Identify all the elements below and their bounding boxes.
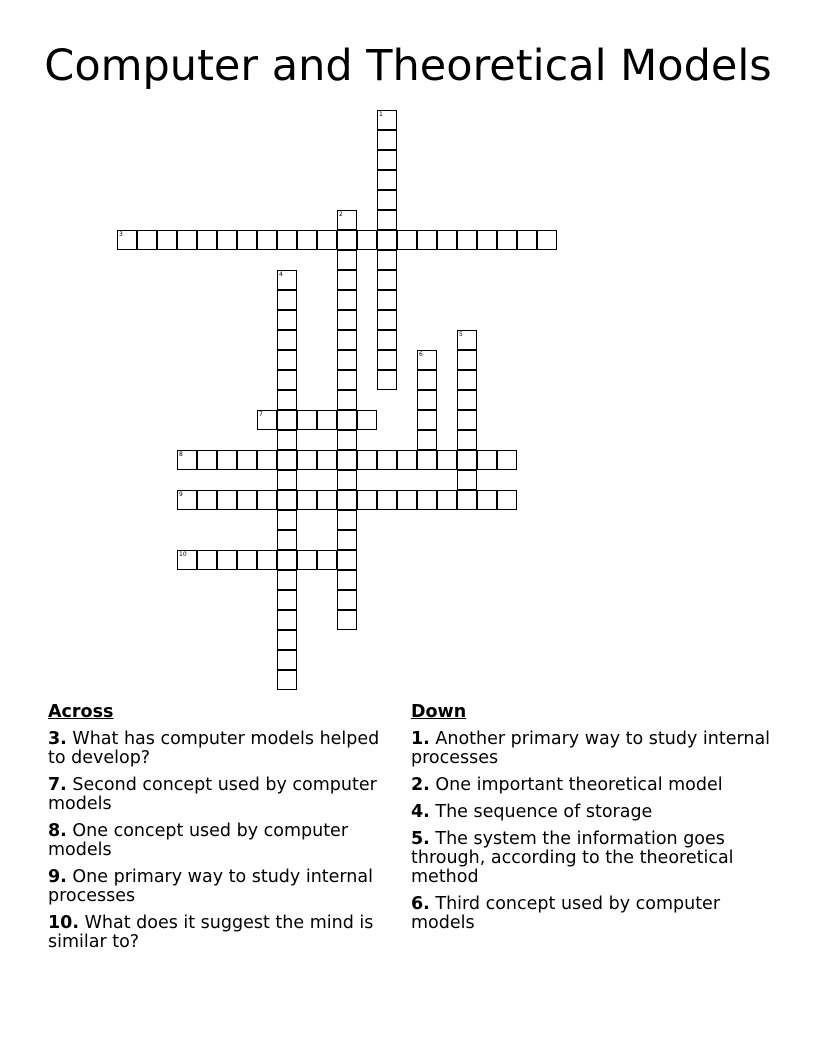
grid-cell[interactable]: [337, 350, 357, 370]
grid-cell[interactable]: [337, 290, 357, 310]
grid-cell[interactable]: [317, 230, 337, 250]
clue-text: Another primary way to study internal processes: [411, 729, 771, 768]
grid-cell[interactable]: [417, 390, 437, 410]
clue-number: 4.: [411, 802, 430, 822]
grid-cell[interactable]: [357, 410, 377, 430]
grid-cell[interactable]: [317, 450, 337, 470]
cell-number: 4: [279, 271, 283, 278]
grid-cell[interactable]: [297, 550, 317, 570]
clue-number: 5.: [411, 829, 430, 849]
grid-cell[interactable]: [197, 490, 217, 510]
clue-number: 7.: [48, 775, 67, 795]
grid-cell[interactable]: [177, 490, 197, 510]
grid-cell[interactable]: [337, 270, 357, 290]
grid-cell[interactable]: [117, 230, 137, 250]
grid-cell[interactable]: [317, 550, 337, 570]
cell-number: 6: [419, 351, 423, 358]
grid-cell[interactable]: [137, 230, 157, 250]
clue-text: Third concept used by computer models: [411, 894, 721, 933]
clue-number: 8.: [48, 821, 67, 841]
grid-cell[interactable]: [257, 450, 277, 470]
grid-cell[interactable]: [337, 470, 357, 490]
across-clues: [48, 703, 400, 960]
grid-cell[interactable]: [457, 230, 477, 250]
grid-cell[interactable]: [337, 370, 357, 390]
grid-cell[interactable]: [277, 270, 297, 290]
grid-cell[interactable]: [277, 550, 297, 570]
grid-cell[interactable]: [277, 430, 297, 450]
grid-cell[interactable]: [417, 450, 437, 470]
grid-cell[interactable]: [357, 490, 377, 510]
grid-cell[interactable]: [237, 490, 257, 510]
grid-cell[interactable]: [497, 230, 517, 250]
clue-text: The system the information goes through, according to the theoretical method: [411, 829, 734, 887]
grid-cell[interactable]: [377, 110, 397, 130]
grid-cell[interactable]: [177, 230, 197, 250]
grid-cell[interactable]: [277, 470, 297, 490]
grid-cell[interactable]: [217, 230, 237, 250]
grid-cell[interactable]: [417, 430, 437, 450]
grid-cell[interactable]: [457, 470, 477, 490]
grid-cell[interactable]: [277, 650, 297, 670]
down-heading: Down: [411, 702, 467, 722]
grid-cell[interactable]: [337, 530, 357, 550]
grid-cell[interactable]: [517, 230, 537, 250]
grid-cell[interactable]: [417, 230, 437, 250]
grid-cell[interactable]: [437, 230, 457, 250]
grid-cell[interactable]: [377, 370, 397, 390]
grid-cell[interactable]: [237, 450, 257, 470]
grid-cell[interactable]: [277, 230, 297, 250]
down-clues: [411, 703, 783, 941]
clue-across-3: [48, 730, 400, 768]
grid-cell[interactable]: [377, 230, 397, 250]
grid-cell[interactable]: [377, 490, 397, 510]
grid-cell[interactable]: [337, 330, 357, 350]
grid-cell[interactable]: [297, 490, 317, 510]
grid-cell[interactable]: [197, 450, 217, 470]
grid-cell[interactable]: [277, 530, 297, 550]
grid-cell[interactable]: [317, 410, 337, 430]
grid-cell[interactable]: [397, 490, 417, 510]
cell-number: 10: [179, 551, 187, 558]
across-heading: Across: [48, 702, 114, 722]
grid-cell[interactable]: [277, 590, 297, 610]
grid-cell[interactable]: [157, 230, 177, 250]
grid-cell[interactable]: [277, 390, 297, 410]
grid-cell[interactable]: [377, 190, 397, 210]
grid-cell[interactable]: [357, 450, 377, 470]
grid-cell[interactable]: [477, 450, 497, 470]
grid-cell[interactable]: [377, 350, 397, 370]
grid-cell[interactable]: [417, 490, 437, 510]
grid-cell[interactable]: [217, 450, 237, 470]
grid-cell[interactable]: [377, 130, 397, 150]
clue-text: Second concept used by computer models: [48, 775, 377, 814]
clue-text: One concept used by computer models: [48, 821, 349, 860]
grid-cell[interactable]: [397, 230, 417, 250]
grid-cell[interactable]: [417, 350, 437, 370]
grid-cell[interactable]: [457, 410, 477, 430]
grid-cell[interactable]: [337, 250, 357, 270]
grid-cell[interactable]: [257, 490, 277, 510]
cell-number: 8: [179, 451, 183, 458]
cell-number: 2: [339, 211, 343, 218]
grid-cell[interactable]: [437, 450, 457, 470]
clue-text: One important theoretical model: [435, 775, 723, 795]
grid-cell[interactable]: [377, 210, 397, 230]
clue-across-8: [48, 822, 400, 860]
grid-cell[interactable]: [277, 410, 297, 430]
grid-cell[interactable]: [197, 230, 217, 250]
grid-cell[interactable]: [377, 170, 397, 190]
grid-cell[interactable]: [397, 450, 417, 470]
grid-cell[interactable]: [337, 570, 357, 590]
clue-down-5: [411, 830, 783, 887]
clue-text: One primary way to study internal processes: [48, 867, 373, 906]
grid-cell[interactable]: [457, 350, 477, 370]
grid-cell[interactable]: [277, 310, 297, 330]
grid-cell[interactable]: [297, 230, 317, 250]
cell-number: 7: [259, 411, 263, 418]
grid-cell[interactable]: [277, 450, 297, 470]
puzzle-title: Computer and Theoretical Models: [44, 41, 772, 91]
grid-cell[interactable]: [337, 390, 357, 410]
grid-cell[interactable]: [337, 310, 357, 330]
grid-cell[interactable]: [377, 450, 397, 470]
cell-number: 3: [119, 231, 123, 238]
grid-cell[interactable]: [337, 410, 357, 430]
grid-cell[interactable]: [197, 550, 217, 570]
cell-number: 9: [179, 491, 183, 498]
grid-cell[interactable]: [497, 450, 517, 470]
grid-cell[interactable]: [217, 550, 237, 570]
grid-cell[interactable]: [477, 490, 497, 510]
clue-across-7: [48, 776, 400, 814]
grid-cell[interactable]: [337, 490, 357, 510]
clue-down-6: [411, 895, 783, 933]
cell-number: 1: [379, 111, 383, 118]
grid-cell[interactable]: [457, 330, 477, 350]
clue-number: 6.: [411, 894, 430, 914]
cell-number: 5: [459, 331, 463, 338]
grid-cell[interactable]: [277, 370, 297, 390]
grid-cell[interactable]: [417, 370, 437, 390]
grid-cell[interactable]: [237, 550, 257, 570]
clue-text: What does it suggest the mind is similar to?: [48, 913, 374, 952]
grid-cell[interactable]: [537, 230, 557, 250]
grid-cell[interactable]: [457, 370, 477, 390]
grid-cell[interactable]: [237, 230, 257, 250]
clue-number: 2.: [411, 775, 430, 795]
grid-cell[interactable]: [277, 490, 297, 510]
grid-cell[interactable]: [377, 270, 397, 290]
grid-cell[interactable]: [177, 450, 197, 470]
clue-text: What has computer models helped to develop?: [48, 729, 380, 768]
clue-number: 3.: [48, 729, 67, 749]
grid-cell[interactable]: [337, 230, 357, 250]
grid-cell[interactable]: [277, 330, 297, 350]
clue-across-10: [48, 914, 400, 952]
grid-cell[interactable]: [377, 290, 397, 310]
grid-cell[interactable]: [337, 450, 357, 470]
grid-cell[interactable]: [257, 410, 277, 430]
grid-cell[interactable]: [377, 250, 397, 270]
grid-cell[interactable]: [377, 310, 397, 330]
grid-cell[interactable]: [377, 330, 397, 350]
grid-cell[interactable]: [457, 390, 477, 410]
clue-down-2: [411, 776, 783, 795]
grid-cell[interactable]: [297, 450, 317, 470]
clue-number: 9.: [48, 867, 67, 887]
grid-cell[interactable]: [457, 450, 477, 470]
clue-number: 10.: [48, 913, 80, 933]
clue-across-9: [48, 868, 400, 906]
grid-cell[interactable]: [337, 610, 357, 630]
grid-cell[interactable]: [297, 410, 317, 430]
grid-cell[interactable]: [457, 490, 477, 510]
grid-cell[interactable]: [337, 550, 357, 570]
grid-cell[interactable]: [357, 230, 377, 250]
grid-cell[interactable]: [177, 550, 197, 570]
grid-cell[interactable]: [317, 490, 337, 510]
clue-number: 1.: [411, 729, 430, 749]
grid-cell[interactable]: [497, 490, 517, 510]
grid-cell[interactable]: [277, 630, 297, 650]
grid-cell[interactable]: [337, 430, 357, 450]
grid-cell[interactable]: [337, 510, 357, 530]
grid-cell[interactable]: [337, 210, 357, 230]
grid-cell[interactable]: [277, 290, 297, 310]
grid-cell[interactable]: [277, 610, 297, 630]
grid-cell[interactable]: [477, 230, 497, 250]
grid-cell[interactable]: [417, 410, 437, 430]
grid-cell[interactable]: [277, 570, 297, 590]
grid-cell[interactable]: [257, 550, 277, 570]
grid-cell[interactable]: [457, 430, 477, 450]
grid-cell[interactable]: [337, 590, 357, 610]
grid-cell[interactable]: [217, 490, 237, 510]
grid-cell[interactable]: [377, 150, 397, 170]
clue-down-4: [411, 803, 783, 822]
clue-down-1: [411, 730, 783, 768]
grid-cell[interactable]: [277, 670, 297, 690]
grid-cell[interactable]: [257, 230, 277, 250]
clue-text: The sequence of storage: [435, 802, 653, 822]
grid-cell[interactable]: [277, 510, 297, 530]
grid-cell[interactable]: [437, 490, 457, 510]
grid-cell[interactable]: [277, 350, 297, 370]
